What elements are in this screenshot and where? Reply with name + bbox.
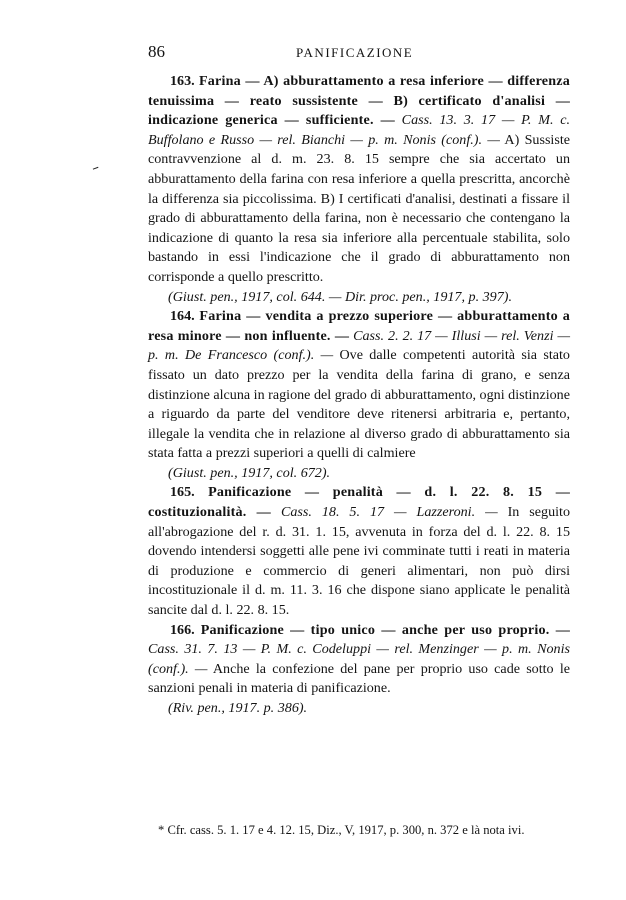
entry-number: 163. <box>170 73 195 89</box>
entry-164 <box>148 307 570 464</box>
entry-citation: Cass. 18. 5. 17 — Lazzeroni. — <box>280 504 498 521</box>
entry-source: (Giust. pen., 1917, col. 672). <box>168 464 331 481</box>
entry-citation: Cass. 13. 3. 17 — P. M. c. Buffolano e Russo — rel. Bianchi — p. m. Nonis (conf.). — <box>148 112 570 148</box>
entry-heading: Panificazione — tipo unico — anche per uso proprio. — <box>200 621 570 638</box>
entry-source: (Giust. pen., 1917, col. 644. — Dir. proc. pen., 1917, p. 397). <box>168 288 512 305</box>
entry-number: 166. <box>170 621 195 638</box>
page-header <box>148 42 570 64</box>
entry-text: In seguito all'abrogazione del r. d. 31. 1. 15, avvenuta in forza del d. l. 22. 8. 15 dovendo intendersi soggetti alle pene ivi comminate tutti i reati in materia di produzione e commercio di generi alimentari, non può dirsi incostituzionale il d. m. 11. 3. 16 che dispone siano applicate le penalità sancite dal d. l. 22. 8. 15. <box>148 504 570 619</box>
entries-body <box>148 72 570 719</box>
entry-text: Anche la confezione del pane per proprio uso cade sotto le sanzioni penali in materia di panificazione. <box>148 660 570 697</box>
entry-166 <box>148 621 570 699</box>
entry-163 <box>148 72 570 288</box>
entry-text: A) Sussiste contravvenzione al d. m. 23. 8. 15 sempre che sia accertato un abburattamento della farina con resa inferiore a quella prescritta, ancorchè la differenza sia piccolissima. B) I certificati d'analisi, destinati a fissare il grado di abburattamento della farina, non è necessario che contengano la indicazione di quanto la resa sia inferiore alla percentuale stabilita, solo bastando in essi l'indicazione che il grado di abburattamento non corrisponde a quello prescritto. <box>148 131 570 285</box>
entry-number: 165. <box>170 484 195 501</box>
entry-text: Ove dalle competenti autorità sia stato fissato un dato prezzo per la vendita della farina di grano, e senza distinzione alcuna in ragione del grado di abburattamento, ogni distinzione a riguardo da parte del venditore deve ritenersi arbitraria e, pertanto, illegale la vendita che in relazione al diverso grado di abburattamento sia stata fatta a prezzi superiori a quelli di calmiere <box>148 347 570 462</box>
entry-heading: Panificazione — penalità — d. l. 22. 8. 15 — costituzionalità. — <box>148 484 570 521</box>
entry-citation: Cass. 2. 2. 17 — Illusi — rel. Venzi — p. m. De Francesco (conf.). — <box>148 327 570 364</box>
entry-heading: Farina — vendita a prezzo superiore — abburattamento a resa minore — non influente. — <box>148 308 571 344</box>
footnote: * Cfr. cass. 5. 1. 17 e 4. 12. 15, Diz., V, 1917, p. 300, n. 372 e là nota ivi. <box>158 823 525 837</box>
margin-mark: – <box>89 159 102 177</box>
page-number: 86 <box>148 42 165 61</box>
entry-source: (Riv. pen., 1917. p. 386). <box>168 700 308 716</box>
entry-citation: Cass. 31. 7. 13 — P. M. c. Codeluppi — rel. Menzinger — p. m. Nonis (conf.). — <box>148 641 570 677</box>
entry-number: 164. <box>170 308 195 325</box>
entry-165 <box>148 483 570 620</box>
running-title: PANIFICAZIONE <box>296 45 414 60</box>
entry-heading: Farina — A) abburattamento a resa inferiore — differenza tenuissima — reato sussistente — B) certificato d'analisi — indicazione generica — sufficiente. — <box>148 73 570 129</box>
